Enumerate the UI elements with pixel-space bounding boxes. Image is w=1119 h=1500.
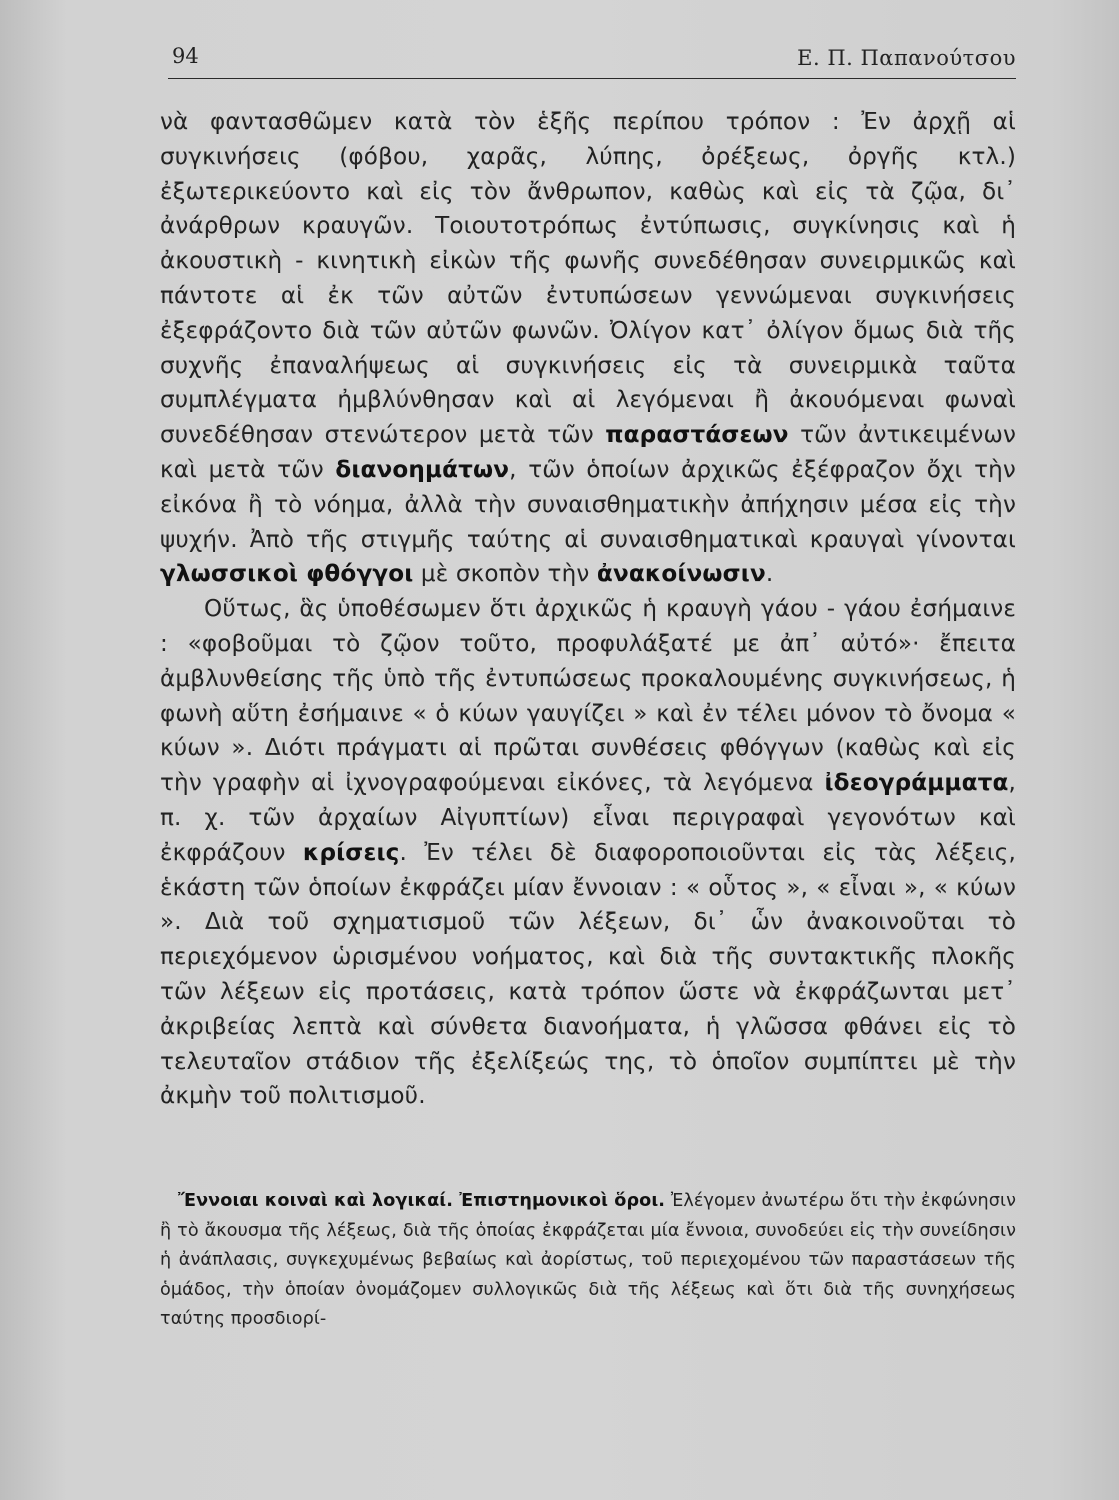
paragraph-1-text-4: μὲ σκοπὸν τὴν [413, 561, 597, 588]
main-text [160, 105, 1016, 1114]
running-head: Ε. Π. Παπανούτσου [797, 46, 1016, 70]
section-heading: Ἔννοιαι κοιναὶ καὶ λογικαί. Ἐπιστημονικοὶ ὅροι. [178, 1191, 666, 1211]
paragraph-1-text-5: . [765, 561, 774, 588]
bold-term-anakoinosin: ἀνακοίνωσιν [596, 561, 766, 588]
section-paragraph [160, 1187, 1016, 1335]
paragraph-2 [160, 592, 1016, 1114]
paragraph-2-text-2: , π. χ. τῶν ἀρχαίων Αἰγυπτίων) εἶναι περιγραφαὶ γεγονότων καὶ ἐκφράζουν [160, 770, 1016, 866]
paragraph-2-text-3: . Ἐν τέλει δὲ διαφοροποιοῦνται εἰς τὰς λέξεις, ἑκάστη τῶν ὁποίων ἐκφράζει μίαν ἔννοιαν : « οὗτος », « εἶναι », « κύων ». Διὰ τοῦ σχηματισμοῦ τῶν λέξεων, δι᾽ ὧν ἀνακοινοῦται τὸ περιεχόμενον ὡρισμένου νοήματος, καὶ διὰ τῆς συντακτικῆς πλοκῆς τῶν λέξεων εἰς προτάσεις, κατὰ τρόπον ὥστε νὰ ἐκφράζωνται μετ᾽ ἀκριβείας λεπτὰ καὶ σύνθετα διανοήματα, ἡ γλῶσσα φθάνει εἰς τὸ τελευταῖον στάδιον τῆς ἐξελίξεώς της, τὸ ὁποῖον συμπίπτει μὲ τὴν ἀκμὴν τοῦ πολιτισμοῦ. [160, 839, 1016, 1110]
section-block [160, 1187, 1016, 1335]
paragraph-1-text-1: νὰ φαντασθῶμεν κατὰ τὸν ἑξῆς περίπου τρόπον : Ἐν ἀρχῇ αἱ συγκινήσεις (φόβου, χαρᾶς, λύπης, ὀρέξεως, ὀργῆς κτλ.) ἐξωτερικεύοντο καὶ εἰς τὸν ἄνθρωπον, καθὼς καὶ εἰς τὰ ζῷα, δι᾽ ἀνάρθρων κραυγῶν. Τοιουτοτρόπως ἐντύπωσις, συγκίνησις καὶ ἡ ἀκουστικὴ - κινητικὴ εἰκὼν τῆς φωνῆς συνεδέθησαν συνειρμικῶς καὶ πάντοτε αἱ ἐκ τῶν αὐτῶν ἐντυπώσεων γεννώμεναι συγκινήσεις ἐξεφράζοντο διὰ τῶν αὐτῶν φωνῶν. Ὀλίγον κατ᾽ ὀλίγον ὅμως διὰ τῆς συχνῆς ἐπαναλήψεως αἱ συγκινήσεις εἰς τὰ συνειρμικὰ ταῦτα συμπλέγματα ἠμβλύνθησαν καὶ αἱ λεγόμεναι ἢ ἀκουόμεναι φωναὶ συνεδέθησαν στενώτερον μετὰ τῶν [160, 109, 1016, 449]
bold-term-parastaseon: παραστάσεων [605, 422, 789, 449]
bold-term-ideogrammata: ἰδεογράμματα [824, 770, 1009, 797]
paragraph-1-text-2: τῶν ἀντικειμένων καὶ μετὰ τῶν [160, 422, 1016, 483]
bold-term-dianoimaton: διανοημάτων [335, 456, 510, 483]
paragraph-2-text-1: Οὕτως, ἃς ὑποθέσωμεν ὅτι ἀρχικῶς ἡ κραυγὴ γάου - γάου ἐσήμαινε : «φοβοῦμαι τὸ ζῷον τοῦτο, προφυλάξατέ με ἀπ᾽ αὐτό»· ἔπειτα ἀμβλυνθείσης τῆς ὑπὸ τῆς ἐντυπώσεως προκαλουμένης συγκινήσεως, ἡ φωνὴ αὕτη ἐσήμαινε « ὁ κύων γαυγίζει » καὶ ἐν τέλει μόνον τὸ ὄνομα « κύων ». Διότι πράγματι αἱ πρῶται συνθέσεις φθόγγων (καθὼς καὶ εἰς τὴν γραφὴν αἱ ἰχνογραφούμεναι εἰκόνες, τὰ λεγόμενα [160, 596, 1016, 797]
section-body: Ἐλέγομεν ἀνωτέρω ὅτι τὴν ἐκφώνησιν ἢ τὸ ἄκουσμα τῆς λέξεως, διὰ τῆς ὁποίας ἐκφράζεται μία ἔννοια, συνοδεύει εἰς τὴν συνείδησιν ἡ ἀνάπλασις, συγκεχυμένως βεβαίως καὶ ἀορίστως, τοῦ περιεχομένου τῶν παραστάσεων τῆς ὁμάδος, τὴν ὁποίαν ὀνομάζομεν συλλογικῶς διὰ τῆς λέξεως καὶ ὅτι διὰ τῆς συνηχήσεως ταύτης προσδιορί- [160, 1191, 1016, 1330]
paragraph-1-text-3: , τῶν ὁποίων ἀρχικῶς ἐξέφραζον ὄχι τὴν εἰκόνα ἢ τὸ νόημα, ἀλλὰ τὴν συναισθηματικὴν ἀπήχησιν μέσα εἰς τὴν ψυχήν. Ἀπὸ τῆς στιγμῆς ταύτης αἱ συναισθηματικαὶ κραυγαὶ γίνονται [160, 456, 1016, 553]
bold-term-glossikoi-fthongoi: γλωσσικοὶ φθόγγοι [160, 561, 414, 588]
bold-term-kriseis: κρίσεις [302, 839, 400, 866]
paragraph-1 [160, 105, 1016, 592]
page-number: 94 [172, 44, 199, 68]
page-header [168, 42, 1016, 79]
